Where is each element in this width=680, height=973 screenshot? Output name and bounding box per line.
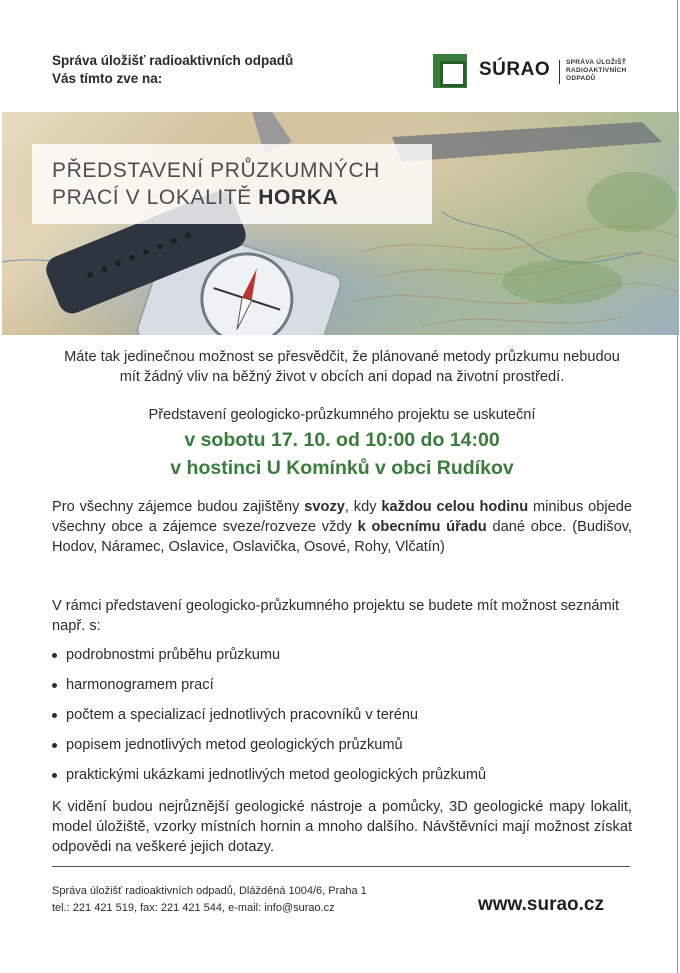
closing-paragraph: K vidění budou nejrůznější geologické nástroje a pomůcky, 3D geologické mapy lokalit, model úložiště, vzorky místních hornin a mnoho dalšího. Návštěvníci mají možnost získat odpovědi na veškeré jejich dotazy. [52, 799, 632, 855]
logo-square-icon [433, 54, 467, 88]
list-item: podrobnostmi průběhu průzkumu [52, 645, 632, 675]
transport-paragraph: Pro všechny zájemce budou zajištěny svozy, kdy každou celou hodinu minibus objede všechny obce a zájemce sveze/rozveze vždy k obecnímu úřadu dané obce. (Budišov, Hodov, Náramec, Oslavice, Oslavička, Osové, Rohy, Vlčatín) [52, 499, 632, 555]
hero-banner [2, 112, 679, 335]
program-list [52, 645, 632, 795]
footer-contact [52, 883, 367, 917]
event-venue: v hostinci U Komínků v obci Rudíkov [170, 457, 514, 479]
footer-divider [52, 866, 630, 867]
sender-name: Správa úložišť radioaktivních odpadů [52, 53, 294, 68]
footer-phone-email: tel.: 221 421 519, fax: 221 421 544, e-mail: info@surao.cz [52, 902, 335, 914]
list-item: harmonogramem prací [52, 675, 632, 705]
invitation-line: Vás tímto zve na: [52, 71, 163, 86]
location-name: HORKA [258, 186, 339, 209]
event-datetime: v sobotu 17. 10. od 10:00 do 14:00 [184, 429, 500, 451]
website-link[interactable]: www.surao.cz [478, 894, 604, 915]
program-intro: V rámci představení geologicko-průzkumného projektu se budete mít možnost seznámit např. s: [52, 598, 620, 634]
logo-divider [559, 60, 560, 84]
hero-title: PŘEDSTAVENÍ PRŮZKUMNÝCH PRACÍ V LOKALITĚ HORKA [52, 159, 381, 209]
logo-wordmark: SÚRAO [479, 59, 551, 80]
logo-subtitle: SPRÁVA ÚLOŽIŠŤ RADIOAKTIVNÍCH ODPADŮ [566, 59, 627, 82]
event-lead: Představení geologicko-průzkumného projektu se uskuteční [148, 407, 536, 423]
list-item: počtem a specializací jednotlivých pracovníků v terénu [52, 705, 632, 735]
footer-address: Správa úložišť radioaktivních odpadů, Dlážděná 1004/6, Praha 1 [52, 885, 367, 897]
intro-paragraph: Máte tak jedinečnou možnost se přesvědčit, že plánované metody průzkumu nebudou mít žádný vliv na běžný život v obcích ani dopad na životní prostředí. [64, 349, 620, 385]
header [52, 52, 652, 96]
list-item: praktickými ukázkami jednotlivých metod geologických průzkumů [52, 765, 632, 795]
list-item: popisem jednotlivých metod geologických průzkumů [52, 735, 632, 765]
surao-logo [433, 52, 643, 90]
